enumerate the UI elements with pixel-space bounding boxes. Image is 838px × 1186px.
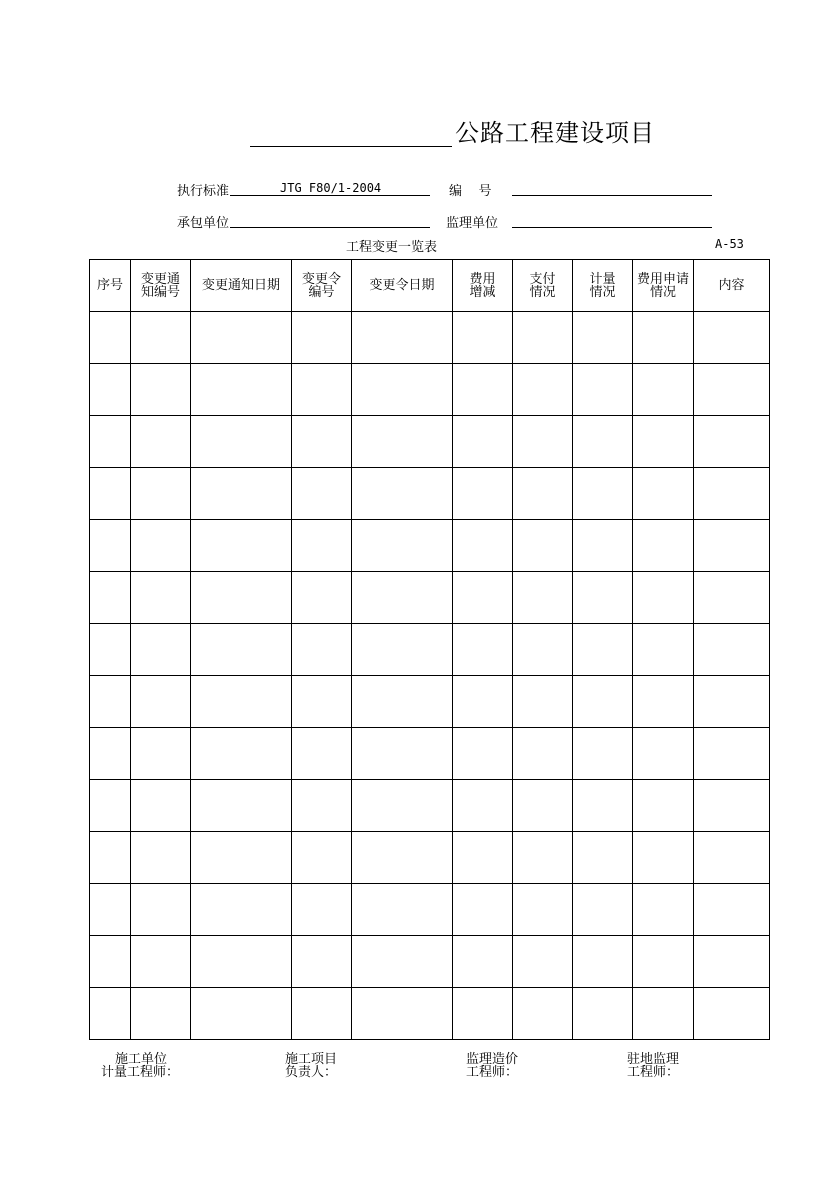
table-cell[interactable]: [513, 312, 573, 364]
footer-label: 负责人：: [285, 1065, 338, 1080]
table-cell[interactable]: [513, 468, 573, 520]
table-cell[interactable]: [694, 728, 770, 780]
table-cell[interactable]: [694, 572, 770, 624]
column-header: 费用申请 情况: [633, 260, 694, 312]
footer-label: 施工项目: [285, 1052, 338, 1067]
table-cell[interactable]: [90, 780, 131, 832]
table-cell[interactable]: [131, 728, 191, 780]
table-cell[interactable]: [453, 988, 513, 1040]
table-cell[interactable]: [352, 364, 453, 416]
table-cell[interactable]: [513, 624, 573, 676]
table-cell[interactable]: [453, 780, 513, 832]
footer-label: 计量工程师：: [101, 1065, 180, 1080]
table-row: [90, 416, 770, 468]
column-header: 变更通 知编号: [131, 260, 191, 312]
table-cell[interactable]: [513, 416, 573, 468]
table-cell[interactable]: [131, 988, 191, 1040]
table-cell[interactable]: [694, 884, 770, 936]
table-cell[interactable]: [453, 468, 513, 520]
supervisor-field[interactable]: [512, 211, 712, 228]
table-cell[interactable]: [131, 312, 191, 364]
table-cell[interactable]: [191, 884, 292, 936]
table-row: [90, 624, 770, 676]
table-cell[interactable]: [694, 936, 770, 988]
table-cell[interactable]: [633, 988, 694, 1040]
table-cell[interactable]: [694, 468, 770, 520]
table-cell[interactable]: [694, 988, 770, 1040]
column-header: 序号: [90, 260, 131, 312]
table-row: [90, 884, 770, 936]
table-cell[interactable]: [633, 780, 694, 832]
table-cell[interactable]: [573, 884, 633, 936]
table-cell[interactable]: [453, 728, 513, 780]
table-cell[interactable]: [513, 728, 573, 780]
table-cell[interactable]: [191, 624, 292, 676]
table-cell[interactable]: [352, 988, 453, 1040]
table-cell[interactable]: [633, 676, 694, 728]
table-cell[interactable]: [131, 572, 191, 624]
project-name-blank[interactable]: [250, 146, 452, 147]
table-cell[interactable]: [633, 572, 694, 624]
column-header: 计量 情况: [573, 260, 633, 312]
table-cell[interactable]: [352, 936, 453, 988]
footer-label: 驻地监理: [627, 1052, 680, 1067]
table-cell[interactable]: [352, 884, 453, 936]
table-row: [90, 572, 770, 624]
table-cell[interactable]: [90, 364, 131, 416]
table-cell[interactable]: [694, 832, 770, 884]
table-row: [90, 468, 770, 520]
table-cell[interactable]: [131, 416, 191, 468]
table-cell[interactable]: [694, 624, 770, 676]
table-cell[interactable]: [131, 364, 191, 416]
table-cell[interactable]: [513, 364, 573, 416]
table-cell[interactable]: [131, 884, 191, 936]
table-cell[interactable]: [694, 416, 770, 468]
table-cell[interactable]: [292, 416, 352, 468]
table-cell[interactable]: [573, 520, 633, 572]
table-cell[interactable]: [633, 936, 694, 988]
table-cell[interactable]: [573, 676, 633, 728]
table-cell[interactable]: [292, 312, 352, 364]
table-cell[interactable]: [633, 468, 694, 520]
footer-label: 工程师：: [466, 1065, 519, 1080]
table-row: [90, 728, 770, 780]
table-cell[interactable]: [453, 832, 513, 884]
contractor-field[interactable]: [230, 211, 430, 228]
table-cell[interactable]: [453, 572, 513, 624]
footer-signature-resident-supervisor: [627, 1053, 679, 1079]
table-cell[interactable]: [573, 936, 633, 988]
table-cell[interactable]: [131, 676, 191, 728]
table-cell[interactable]: [191, 468, 292, 520]
table-cell[interactable]: [131, 520, 191, 572]
table-cell[interactable]: [292, 624, 352, 676]
table-cell[interactable]: [633, 884, 694, 936]
table-cell[interactable]: [453, 364, 513, 416]
table-header-row: [90, 260, 770, 312]
table-cell[interactable]: [90, 416, 131, 468]
table-cell[interactable]: [191, 676, 292, 728]
table-row: [90, 988, 770, 1040]
change-list-table: [89, 259, 770, 1040]
table-cell[interactable]: [633, 364, 694, 416]
table-cell[interactable]: [90, 312, 131, 364]
table-row: [90, 520, 770, 572]
table-cell[interactable]: [352, 520, 453, 572]
table-cell[interactable]: [573, 728, 633, 780]
table-cell[interactable]: [573, 832, 633, 884]
table-cell[interactable]: [513, 936, 573, 988]
table-cell[interactable]: [352, 312, 453, 364]
table-cell[interactable]: [90, 936, 131, 988]
table-cell[interactable]: [694, 520, 770, 572]
column-header: 变更令 编号: [292, 260, 352, 312]
column-header: 变更令日期: [352, 260, 453, 312]
table-cell[interactable]: [633, 624, 694, 676]
table-cell[interactable]: [191, 832, 292, 884]
footer-signature-contractor: [101, 1053, 179, 1079]
table-cell[interactable]: [573, 572, 633, 624]
table-cell[interactable]: [513, 832, 573, 884]
table-cell[interactable]: [453, 520, 513, 572]
standard-label: 执行标准: [177, 184, 230, 199]
table-cell[interactable]: [513, 572, 573, 624]
column-header: 变更通知日期: [191, 260, 292, 312]
table-cell[interactable]: [90, 572, 131, 624]
table-cell[interactable]: [191, 520, 292, 572]
table-cell[interactable]: [90, 832, 131, 884]
table-cell[interactable]: [292, 832, 352, 884]
table-cell[interactable]: [191, 728, 292, 780]
table-body: [90, 312, 770, 1040]
table-row: [90, 780, 770, 832]
table-cell[interactable]: [513, 676, 573, 728]
table-cell[interactable]: [453, 624, 513, 676]
table-cell[interactable]: [191, 312, 292, 364]
table-cell[interactable]: [292, 676, 352, 728]
number-field[interactable]: [512, 179, 712, 196]
table-cell[interactable]: [513, 884, 573, 936]
table-cell[interactable]: [633, 728, 694, 780]
table-cell[interactable]: [513, 520, 573, 572]
table-cell[interactable]: [191, 988, 292, 1040]
table-cell[interactable]: [90, 988, 131, 1040]
table-cell[interactable]: [292, 728, 352, 780]
supervisor-label: 监理单位: [446, 216, 499, 231]
table-cell[interactable]: [573, 416, 633, 468]
footer-label: 工程师：: [627, 1065, 680, 1080]
table-cell[interactable]: [191, 936, 292, 988]
table-cell[interactable]: [573, 780, 633, 832]
table-cell[interactable]: [90, 728, 131, 780]
table-cell[interactable]: [292, 780, 352, 832]
table-cell[interactable]: [352, 572, 453, 624]
table-cell[interactable]: [352, 416, 453, 468]
table-cell[interactable]: [191, 416, 292, 468]
standard-value: JTG F80/1-2004: [280, 181, 382, 195]
footer-signature-project-lead: [285, 1053, 337, 1079]
number-label: 编 号: [449, 184, 492, 199]
column-header: 内容: [694, 260, 770, 312]
column-header: 费用 增减: [453, 260, 513, 312]
table-cell[interactable]: [191, 364, 292, 416]
table-cell[interactable]: [352, 468, 453, 520]
table-cell[interactable]: [292, 936, 352, 988]
table-cell[interactable]: [131, 468, 191, 520]
table-cell[interactable]: [513, 780, 573, 832]
page-title: 公路工程建设项目: [455, 119, 655, 147]
table-cell[interactable]: [131, 780, 191, 832]
table-cell[interactable]: [131, 832, 191, 884]
table-cell[interactable]: [573, 468, 633, 520]
table-row: [90, 936, 770, 988]
table-row: [90, 312, 770, 364]
contractor-label: 承包单位: [177, 216, 230, 231]
table-cell[interactable]: [633, 312, 694, 364]
table-cell[interactable]: [694, 364, 770, 416]
table-cell[interactable]: [573, 364, 633, 416]
table-cell[interactable]: [453, 416, 513, 468]
table-cell[interactable]: [191, 780, 292, 832]
table-row: [90, 364, 770, 416]
footer-signature-cost-engineer: [466, 1053, 518, 1079]
form-code: A-53: [715, 237, 744, 251]
footer-label: 施工单位: [115, 1052, 168, 1067]
table-cell[interactable]: [453, 312, 513, 364]
table-row: [90, 676, 770, 728]
table-cell[interactable]: [633, 520, 694, 572]
table-cell[interactable]: [292, 364, 352, 416]
table-cell[interactable]: [90, 884, 131, 936]
table-cell[interactable]: [453, 884, 513, 936]
table-cell[interactable]: [694, 312, 770, 364]
table-cell[interactable]: [90, 624, 131, 676]
table-cell[interactable]: [90, 520, 131, 572]
table-cell[interactable]: [694, 676, 770, 728]
table-cell[interactable]: [573, 312, 633, 364]
table-cell[interactable]: [513, 988, 573, 1040]
table-row: [90, 832, 770, 884]
table-cell[interactable]: [191, 572, 292, 624]
table-cell[interactable]: [131, 624, 191, 676]
table-cell[interactable]: [352, 832, 453, 884]
table-cell[interactable]: [453, 936, 513, 988]
table-caption: 工程变更一览表: [346, 240, 438, 255]
table-cell[interactable]: [352, 676, 453, 728]
table-cell[interactable]: [352, 780, 453, 832]
table-cell[interactable]: [573, 988, 633, 1040]
table-cell[interactable]: [453, 676, 513, 728]
table-cell[interactable]: [292, 572, 352, 624]
footer-label: 监理造价: [466, 1052, 519, 1067]
table-cell[interactable]: [292, 520, 352, 572]
table-cell[interactable]: [131, 936, 191, 988]
table-cell[interactable]: [292, 884, 352, 936]
table-cell[interactable]: [633, 832, 694, 884]
table-cell[interactable]: [352, 728, 453, 780]
table-cell[interactable]: [292, 988, 352, 1040]
table-cell[interactable]: [352, 624, 453, 676]
table-cell[interactable]: [90, 676, 131, 728]
table-cell[interactable]: [573, 624, 633, 676]
table-cell[interactable]: [292, 468, 352, 520]
column-header: 支付 情况: [513, 260, 573, 312]
table-cell[interactable]: [90, 468, 131, 520]
table-cell[interactable]: [694, 780, 770, 832]
table-cell[interactable]: [633, 416, 694, 468]
